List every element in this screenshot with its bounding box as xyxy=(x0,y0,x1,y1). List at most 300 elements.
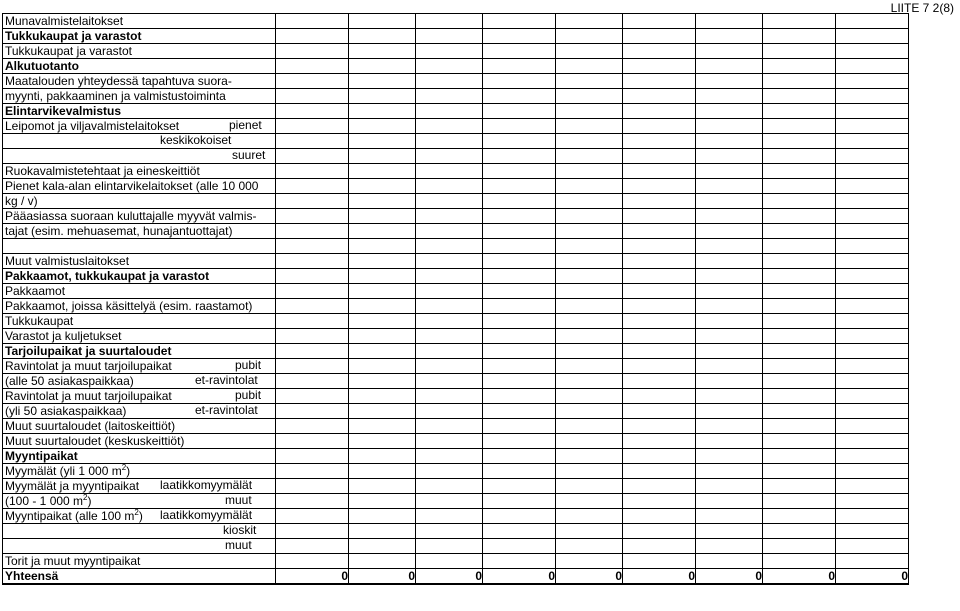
data-cell[interactable] xyxy=(696,209,763,224)
data-cell[interactable] xyxy=(483,194,556,209)
data-cell[interactable] xyxy=(836,119,909,134)
data-cell[interactable] xyxy=(556,524,623,539)
data-cell[interactable] xyxy=(556,254,623,269)
data-cell[interactable] xyxy=(836,59,909,74)
data-cell[interactable] xyxy=(763,224,836,239)
data-cell[interactable] xyxy=(763,509,836,524)
data-cell[interactable] xyxy=(483,479,556,494)
data-cell[interactable] xyxy=(276,164,349,179)
data-cell[interactable] xyxy=(349,89,416,104)
data-cell[interactable] xyxy=(556,374,623,389)
data-cell[interactable] xyxy=(836,239,909,254)
data-cell[interactable] xyxy=(556,89,623,104)
data-cell[interactable] xyxy=(276,479,349,494)
data-cell[interactable] xyxy=(556,134,623,149)
data-cell[interactable] xyxy=(623,89,696,104)
data-cell[interactable] xyxy=(483,449,556,464)
data-cell[interactable] xyxy=(556,299,623,314)
data-cell[interactable] xyxy=(349,224,416,239)
data-cell[interactable] xyxy=(416,89,483,104)
data-cell[interactable] xyxy=(483,239,556,254)
data-cell[interactable] xyxy=(349,329,416,344)
data-cell[interactable] xyxy=(763,269,836,284)
data-cell[interactable] xyxy=(416,104,483,119)
data-cell[interactable] xyxy=(483,434,556,449)
data-cell[interactable] xyxy=(696,419,763,434)
data-cell[interactable] xyxy=(416,239,483,254)
data-cell[interactable] xyxy=(623,149,696,164)
data-cell[interactable] xyxy=(763,254,836,269)
data-cell[interactable] xyxy=(623,539,696,554)
data-cell[interactable] xyxy=(276,59,349,74)
data-cell[interactable] xyxy=(416,419,483,434)
data-cell[interactable] xyxy=(276,74,349,89)
data-cell[interactable] xyxy=(763,119,836,134)
data-cell[interactable] xyxy=(349,524,416,539)
data-cell[interactable] xyxy=(483,524,556,539)
data-cell[interactable] xyxy=(349,449,416,464)
data-cell[interactable] xyxy=(696,479,763,494)
data-cell[interactable] xyxy=(623,449,696,464)
data-cell[interactable] xyxy=(556,269,623,284)
data-cell[interactable] xyxy=(696,269,763,284)
data-cell[interactable] xyxy=(763,374,836,389)
data-cell[interactable] xyxy=(349,119,416,134)
data-cell[interactable] xyxy=(556,314,623,329)
data-cell[interactable] xyxy=(763,44,836,59)
data-cell[interactable] xyxy=(696,299,763,314)
data-cell[interactable] xyxy=(556,494,623,509)
data-cell[interactable] xyxy=(276,509,349,524)
data-cell[interactable] xyxy=(696,374,763,389)
data-cell[interactable] xyxy=(836,254,909,269)
data-cell[interactable] xyxy=(276,359,349,374)
data-cell[interactable] xyxy=(623,359,696,374)
data-cell[interactable] xyxy=(556,119,623,134)
data-cell[interactable] xyxy=(763,74,836,89)
data-cell[interactable] xyxy=(276,374,349,389)
data-cell[interactable] xyxy=(763,194,836,209)
data-cell[interactable] xyxy=(763,464,836,479)
data-cell[interactable] xyxy=(763,314,836,329)
data-cell[interactable] xyxy=(836,134,909,149)
data-cell[interactable] xyxy=(763,449,836,464)
data-cell[interactable] xyxy=(483,89,556,104)
data-cell[interactable] xyxy=(416,194,483,209)
data-cell[interactable] xyxy=(836,434,909,449)
data-cell[interactable] xyxy=(483,344,556,359)
data-cell[interactable] xyxy=(483,149,556,164)
data-cell[interactable] xyxy=(483,404,556,419)
data-cell[interactable] xyxy=(416,509,483,524)
data-cell[interactable] xyxy=(483,389,556,404)
data-cell[interactable] xyxy=(349,179,416,194)
data-cell[interactable] xyxy=(696,14,763,29)
data-cell[interactable] xyxy=(836,314,909,329)
data-cell[interactable] xyxy=(836,104,909,119)
data-cell[interactable] xyxy=(623,509,696,524)
data-cell[interactable] xyxy=(276,419,349,434)
data-cell[interactable] xyxy=(623,344,696,359)
data-cell[interactable] xyxy=(556,239,623,254)
data-cell[interactable] xyxy=(623,374,696,389)
data-cell[interactable] xyxy=(349,494,416,509)
data-cell[interactable] xyxy=(349,149,416,164)
data-cell[interactable] xyxy=(276,329,349,344)
data-cell[interactable] xyxy=(696,164,763,179)
data-cell[interactable] xyxy=(763,554,836,569)
data-cell[interactable] xyxy=(416,74,483,89)
data-cell[interactable] xyxy=(349,314,416,329)
data-cell[interactable] xyxy=(349,74,416,89)
data-cell[interactable] xyxy=(276,284,349,299)
data-cell[interactable] xyxy=(623,524,696,539)
data-cell[interactable] xyxy=(483,134,556,149)
data-cell[interactable] xyxy=(763,29,836,44)
data-cell[interactable] xyxy=(349,479,416,494)
data-cell[interactable] xyxy=(416,149,483,164)
data-cell[interactable] xyxy=(623,434,696,449)
data-cell[interactable] xyxy=(349,59,416,74)
data-cell[interactable] xyxy=(623,389,696,404)
data-cell[interactable] xyxy=(483,29,556,44)
data-cell[interactable] xyxy=(623,554,696,569)
data-cell[interactable] xyxy=(763,299,836,314)
data-cell[interactable] xyxy=(349,44,416,59)
data-cell[interactable] xyxy=(556,464,623,479)
data-cell[interactable] xyxy=(836,194,909,209)
data-cell[interactable] xyxy=(556,359,623,374)
data-cell[interactable] xyxy=(276,239,349,254)
data-cell[interactable] xyxy=(349,284,416,299)
data-cell[interactable] xyxy=(416,314,483,329)
data-cell[interactable] xyxy=(276,104,349,119)
data-cell[interactable] xyxy=(836,539,909,554)
data-cell[interactable] xyxy=(696,554,763,569)
data-cell[interactable] xyxy=(349,14,416,29)
data-cell[interactable] xyxy=(416,224,483,239)
data-cell[interactable] xyxy=(696,44,763,59)
data-cell[interactable] xyxy=(836,554,909,569)
data-cell[interactable] xyxy=(349,464,416,479)
data-cell[interactable] xyxy=(276,44,349,59)
data-cell[interactable] xyxy=(483,329,556,344)
data-cell[interactable] xyxy=(349,404,416,419)
data-cell[interactable] xyxy=(623,239,696,254)
data-cell[interactable] xyxy=(276,314,349,329)
data-cell[interactable] xyxy=(836,14,909,29)
data-cell[interactable] xyxy=(416,389,483,404)
data-cell[interactable] xyxy=(483,539,556,554)
data-cell[interactable] xyxy=(763,179,836,194)
data-cell[interactable] xyxy=(836,344,909,359)
data-cell[interactable] xyxy=(416,374,483,389)
data-cell[interactable] xyxy=(416,44,483,59)
data-cell[interactable] xyxy=(836,374,909,389)
data-cell[interactable] xyxy=(276,404,349,419)
data-cell[interactable] xyxy=(696,464,763,479)
data-cell[interactable] xyxy=(623,164,696,179)
data-cell[interactable] xyxy=(276,269,349,284)
data-cell[interactable] xyxy=(483,494,556,509)
data-cell[interactable] xyxy=(763,134,836,149)
data-cell[interactable] xyxy=(556,539,623,554)
data-cell[interactable] xyxy=(623,494,696,509)
data-cell[interactable] xyxy=(836,404,909,419)
data-cell[interactable] xyxy=(416,119,483,134)
data-cell[interactable] xyxy=(416,284,483,299)
data-cell[interactable] xyxy=(623,59,696,74)
data-cell[interactable] xyxy=(349,209,416,224)
data-cell[interactable] xyxy=(836,29,909,44)
data-cell[interactable] xyxy=(836,284,909,299)
data-cell[interactable] xyxy=(763,434,836,449)
data-cell[interactable] xyxy=(763,494,836,509)
data-cell[interactable] xyxy=(276,494,349,509)
data-cell[interactable] xyxy=(349,194,416,209)
data-cell[interactable] xyxy=(623,479,696,494)
data-cell[interactable] xyxy=(763,239,836,254)
data-cell[interactable] xyxy=(556,14,623,29)
data-cell[interactable] xyxy=(763,329,836,344)
data-cell[interactable] xyxy=(556,509,623,524)
data-cell[interactable] xyxy=(483,299,556,314)
data-cell[interactable] xyxy=(483,509,556,524)
data-cell[interactable] xyxy=(763,344,836,359)
data-cell[interactable] xyxy=(696,149,763,164)
data-cell[interactable] xyxy=(763,89,836,104)
data-cell[interactable] xyxy=(836,149,909,164)
data-cell[interactable] xyxy=(556,479,623,494)
data-cell[interactable] xyxy=(556,434,623,449)
data-cell[interactable] xyxy=(556,224,623,239)
data-cell[interactable] xyxy=(416,29,483,44)
data-cell[interactable] xyxy=(349,344,416,359)
data-cell[interactable] xyxy=(556,554,623,569)
data-cell[interactable] xyxy=(483,359,556,374)
data-cell[interactable] xyxy=(836,494,909,509)
data-cell[interactable] xyxy=(763,539,836,554)
data-cell[interactable] xyxy=(416,359,483,374)
data-cell[interactable] xyxy=(416,164,483,179)
data-cell[interactable] xyxy=(276,149,349,164)
data-cell[interactable] xyxy=(836,89,909,104)
data-cell[interactable] xyxy=(696,119,763,134)
data-cell[interactable] xyxy=(763,389,836,404)
data-cell[interactable] xyxy=(836,44,909,59)
data-cell[interactable] xyxy=(349,554,416,569)
data-cell[interactable] xyxy=(623,254,696,269)
data-cell[interactable] xyxy=(623,194,696,209)
data-cell[interactable] xyxy=(416,209,483,224)
data-cell[interactable] xyxy=(483,119,556,134)
data-cell[interactable] xyxy=(276,194,349,209)
data-cell[interactable] xyxy=(763,359,836,374)
data-cell[interactable] xyxy=(763,104,836,119)
data-cell[interactable] xyxy=(276,14,349,29)
data-cell[interactable] xyxy=(696,179,763,194)
data-cell[interactable] xyxy=(836,224,909,239)
data-cell[interactable] xyxy=(696,434,763,449)
data-cell[interactable] xyxy=(623,134,696,149)
data-cell[interactable] xyxy=(623,29,696,44)
data-cell[interactable] xyxy=(556,449,623,464)
data-cell[interactable] xyxy=(483,284,556,299)
data-cell[interactable] xyxy=(696,104,763,119)
data-cell[interactable] xyxy=(416,539,483,554)
data-cell[interactable] xyxy=(696,89,763,104)
data-cell[interactable] xyxy=(623,44,696,59)
data-cell[interactable] xyxy=(556,419,623,434)
data-cell[interactable] xyxy=(483,164,556,179)
data-cell[interactable] xyxy=(416,269,483,284)
data-cell[interactable] xyxy=(556,44,623,59)
data-cell[interactable] xyxy=(763,209,836,224)
data-cell[interactable] xyxy=(696,239,763,254)
data-cell[interactable] xyxy=(836,389,909,404)
data-cell[interactable] xyxy=(276,524,349,539)
data-cell[interactable] xyxy=(483,224,556,239)
data-cell[interactable] xyxy=(483,554,556,569)
data-cell[interactable] xyxy=(483,314,556,329)
data-cell[interactable] xyxy=(276,29,349,44)
data-cell[interactable] xyxy=(483,269,556,284)
data-cell[interactable] xyxy=(483,179,556,194)
data-cell[interactable] xyxy=(483,59,556,74)
data-cell[interactable] xyxy=(763,479,836,494)
data-cell[interactable] xyxy=(696,494,763,509)
data-cell[interactable] xyxy=(416,254,483,269)
data-cell[interactable] xyxy=(623,404,696,419)
data-cell[interactable] xyxy=(349,539,416,554)
data-cell[interactable] xyxy=(349,299,416,314)
data-cell[interactable] xyxy=(623,299,696,314)
data-cell[interactable] xyxy=(349,359,416,374)
data-cell[interactable] xyxy=(416,329,483,344)
data-cell[interactable] xyxy=(696,539,763,554)
data-cell[interactable] xyxy=(416,344,483,359)
data-cell[interactable] xyxy=(556,149,623,164)
data-cell[interactable] xyxy=(416,299,483,314)
data-cell[interactable] xyxy=(696,329,763,344)
data-cell[interactable] xyxy=(623,209,696,224)
data-cell[interactable] xyxy=(696,449,763,464)
data-cell[interactable] xyxy=(556,104,623,119)
data-cell[interactable] xyxy=(623,179,696,194)
data-cell[interactable] xyxy=(276,449,349,464)
data-cell[interactable] xyxy=(556,29,623,44)
data-cell[interactable] xyxy=(696,59,763,74)
data-cell[interactable] xyxy=(836,209,909,224)
data-cell[interactable] xyxy=(696,404,763,419)
data-cell[interactable] xyxy=(556,74,623,89)
data-cell[interactable] xyxy=(696,224,763,239)
data-cell[interactable] xyxy=(696,194,763,209)
data-cell[interactable] xyxy=(763,14,836,29)
data-cell[interactable] xyxy=(556,404,623,419)
data-cell[interactable] xyxy=(276,299,349,314)
data-cell[interactable] xyxy=(276,344,349,359)
data-cell[interactable] xyxy=(763,164,836,179)
data-cell[interactable] xyxy=(349,269,416,284)
data-cell[interactable] xyxy=(556,209,623,224)
data-cell[interactable] xyxy=(349,104,416,119)
data-cell[interactable] xyxy=(349,134,416,149)
data-cell[interactable] xyxy=(696,254,763,269)
data-cell[interactable] xyxy=(416,434,483,449)
data-cell[interactable] xyxy=(349,254,416,269)
data-cell[interactable] xyxy=(483,209,556,224)
data-cell[interactable] xyxy=(623,419,696,434)
data-cell[interactable] xyxy=(416,134,483,149)
data-cell[interactable] xyxy=(416,479,483,494)
data-cell[interactable] xyxy=(836,179,909,194)
data-cell[interactable] xyxy=(836,509,909,524)
data-cell[interactable] xyxy=(836,479,909,494)
data-cell[interactable] xyxy=(556,164,623,179)
data-cell[interactable] xyxy=(623,284,696,299)
data-cell[interactable] xyxy=(696,314,763,329)
data-cell[interactable] xyxy=(696,509,763,524)
data-cell[interactable] xyxy=(623,104,696,119)
data-cell[interactable] xyxy=(349,374,416,389)
data-cell[interactable] xyxy=(836,299,909,314)
data-cell[interactable] xyxy=(349,389,416,404)
data-cell[interactable] xyxy=(556,284,623,299)
data-cell[interactable] xyxy=(763,419,836,434)
data-cell[interactable] xyxy=(836,419,909,434)
data-cell[interactable] xyxy=(276,539,349,554)
data-cell[interactable] xyxy=(763,404,836,419)
data-cell[interactable] xyxy=(276,254,349,269)
data-cell[interactable] xyxy=(696,344,763,359)
data-cell[interactable] xyxy=(836,329,909,344)
data-cell[interactable] xyxy=(556,59,623,74)
data-cell[interactable] xyxy=(836,359,909,374)
data-cell[interactable] xyxy=(836,74,909,89)
data-cell[interactable] xyxy=(416,464,483,479)
data-cell[interactable] xyxy=(483,14,556,29)
data-cell[interactable] xyxy=(556,329,623,344)
data-cell[interactable] xyxy=(696,359,763,374)
data-cell[interactable] xyxy=(623,329,696,344)
data-cell[interactable] xyxy=(276,134,349,149)
data-cell[interactable] xyxy=(836,449,909,464)
data-cell[interactable] xyxy=(483,44,556,59)
data-cell[interactable] xyxy=(276,89,349,104)
data-cell[interactable] xyxy=(416,59,483,74)
data-cell[interactable] xyxy=(416,179,483,194)
data-cell[interactable] xyxy=(623,314,696,329)
data-cell[interactable] xyxy=(349,419,416,434)
data-cell[interactable] xyxy=(763,284,836,299)
data-cell[interactable] xyxy=(416,14,483,29)
data-cell[interactable] xyxy=(696,284,763,299)
data-cell[interactable] xyxy=(483,104,556,119)
data-cell[interactable] xyxy=(349,434,416,449)
data-cell[interactable] xyxy=(696,74,763,89)
data-cell[interactable] xyxy=(836,164,909,179)
data-cell[interactable] xyxy=(483,74,556,89)
data-cell[interactable] xyxy=(763,59,836,74)
data-cell[interactable] xyxy=(836,269,909,284)
data-cell[interactable] xyxy=(483,374,556,389)
data-cell[interactable] xyxy=(623,269,696,284)
data-cell[interactable] xyxy=(623,74,696,89)
data-cell[interactable] xyxy=(416,524,483,539)
data-cell[interactable] xyxy=(556,194,623,209)
data-cell[interactable] xyxy=(349,164,416,179)
